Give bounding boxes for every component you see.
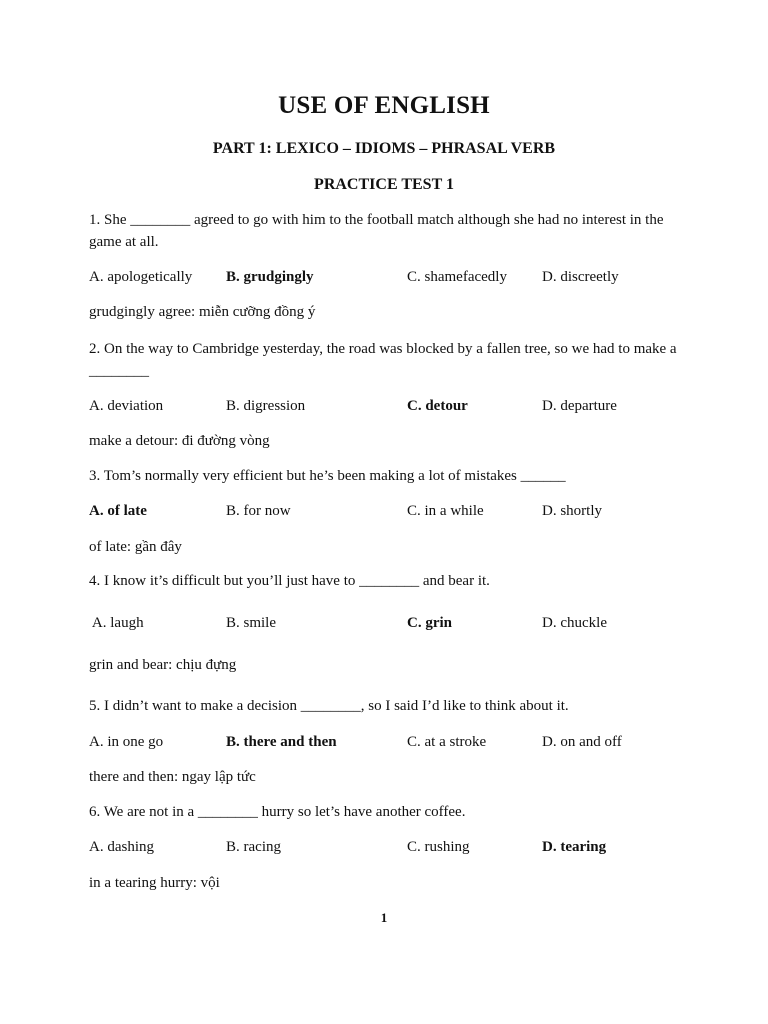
option-a: A. in one go [89, 734, 164, 750]
question-1-options [0, 266, 768, 288]
option-d: D. shortly [542, 503, 602, 519]
option-c-correct: C. grin [407, 615, 452, 631]
option-b: B. racing [226, 839, 281, 855]
page-number: 1 [380, 910, 388, 925]
question-3-options [0, 500, 768, 522]
option-c: C. shamefacedly [407, 269, 507, 285]
option-b-correct: B. there and then [226, 734, 337, 750]
question-4-note: grin and bear: chịu đựng [89, 657, 237, 673]
question-4-text: 4. I know it’s difficult but you’ll just have to ________ and bear it. [89, 573, 490, 589]
option-d: D. chuckle [542, 615, 607, 631]
question-1-note: grudgingly agree: miễn cưỡng đồng ý [89, 304, 316, 320]
question-6-text: 6. We are not in a ________ hurry so let’s have another coffee. [89, 804, 466, 820]
option-d: D. on and off [542, 734, 622, 750]
question-5-options [0, 731, 768, 753]
option-a: A. deviation [89, 398, 164, 414]
option-b: B. for now [226, 503, 291, 519]
option-b-correct: B. grudgingly [226, 269, 314, 285]
option-b: B. smile [226, 615, 277, 631]
question-3-note: of late: gần đây [89, 539, 182, 555]
option-a: A. apologetically [89, 269, 193, 285]
option-a-correct: A. of late [89, 503, 147, 519]
option-a: A. laugh [89, 615, 144, 631]
question-2-text: 2. On the way to Cambridge yesterday, the road was blocked by a fallen tree, so we had to make a ________ [89, 341, 677, 379]
question-1-text: 1. She ________ agreed to go with him to the football match although she had no interest in the game at all. [89, 212, 664, 250]
option-c: C. at a stroke [407, 734, 487, 750]
question-5-note: there and then: ngay lập tức [89, 769, 256, 785]
option-d-correct: D. tearing [542, 839, 607, 855]
test-heading: PRACTICE TEST 1 [314, 176, 454, 193]
question-4-options [0, 612, 768, 634]
option-d: D. discreetly [542, 269, 619, 285]
option-c: C. in a while [407, 503, 484, 519]
option-b: B. digression [226, 398, 306, 414]
option-a: A. dashing [89, 839, 154, 855]
question-6-options [0, 836, 768, 858]
question-2-note: make a detour: đi đường vòng [89, 433, 270, 449]
question-2-options [0, 395, 768, 417]
part-heading: PART 1: LEXICO – IDIOMS – PHRASAL VERB [212, 140, 556, 157]
question-3-text: 3. Tom’s normally very efficient but he’s been making a lot of mistakes ______ [89, 468, 566, 484]
question-6-note: in a tearing hurry: vội [89, 875, 220, 891]
page-title: USE OF ENGLISH [278, 92, 490, 119]
option-c: C. rushing [407, 839, 470, 855]
question-5-text: 5. I didn’t want to make a decision ________, so I said I’d like to think about it. [89, 698, 569, 714]
option-c-correct: C. detour [407, 398, 468, 414]
option-d: D. departure [542, 398, 617, 414]
